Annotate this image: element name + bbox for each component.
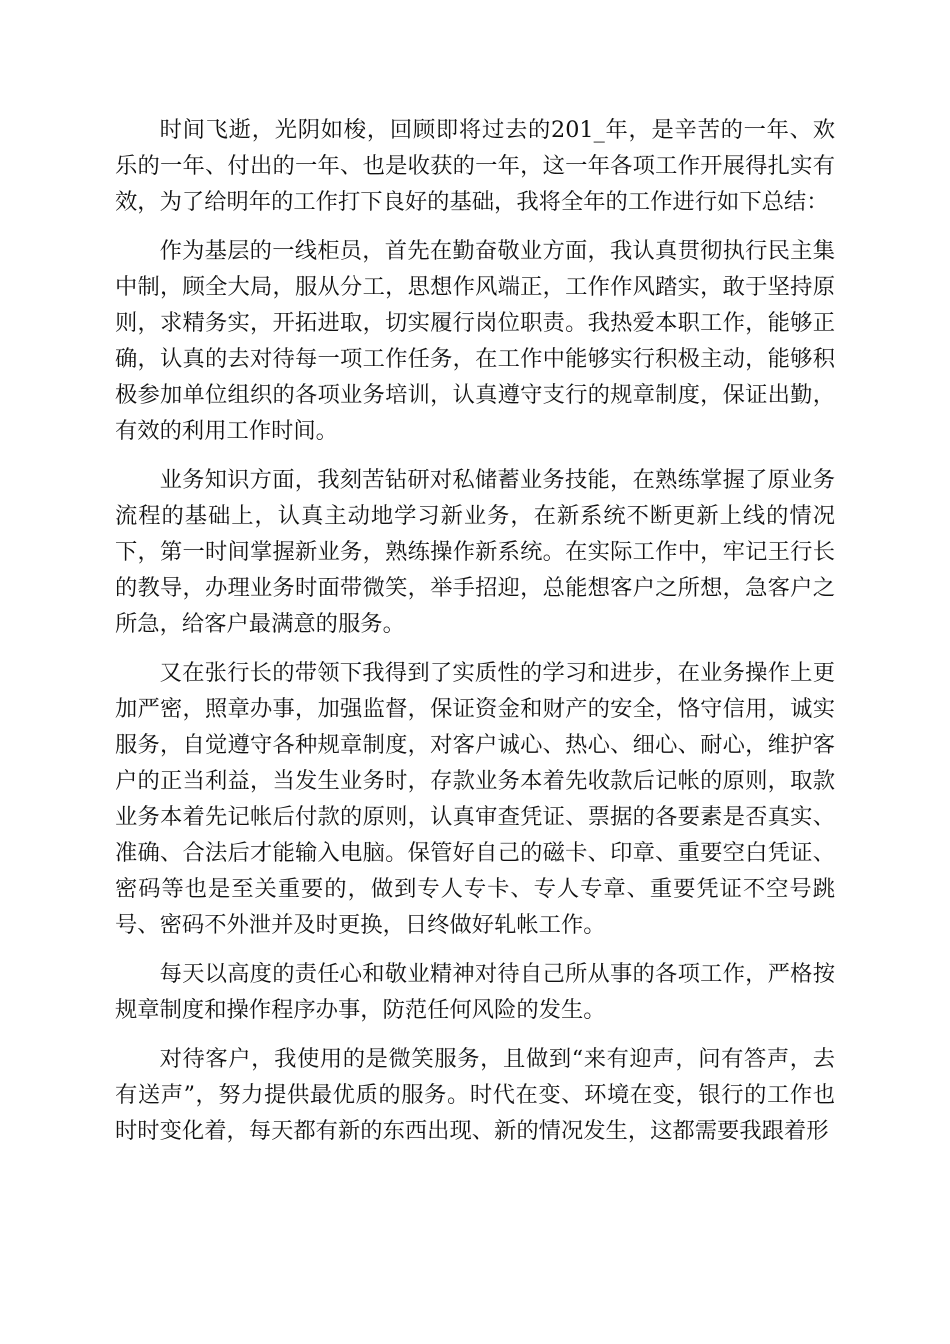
paragraph-responsibility: 每天以高度的责任心和敬业精神对待自己所从事的各项工作，严格按规章制度和操作程序办事，防范任何风险的发生。 — [115, 961, 835, 1023]
paragraph-operations: 又在张行长的带领下我得到了实质性的学习和进步，在业务操作上更加严密，照章办事，加强监督，保证资金和财产的安全，恪守信用，诚实服务，自觉遵守各种规章制度，对客户诚心、热心、细心、耐心，维护客户的正当利益，当发生业务时，存款业务本着先收款后记帐的原则，取款业务本着先记帐后付款的原则，认真审查凭证、票据的各要素是否真实、准确、合法后才能输入电脑。保管好自己的磁卡、印章、重要空白凭证、密码等也是至关重要的，做到专人专卡、专人专章、重要凭证不空号跳号、密码不外泄并及时更换，日终做好轧帐工作。 — [115, 660, 835, 938]
paragraph-intro: 时间飞逝，光阴如梭，回顾即将过去的201_年，是辛苦的一年、欢乐的一年、付出的一年、也是收获的一年，这一年各项工作开展得扎实有效，为了给明年的工作打下良好的基础，我将全年的工作进行如下总结： — [115, 117, 835, 215]
paragraph-customer-service: 对待客户，我使用的是微笑服务，且做到“来有迎声，问有答声，去有送声”，努力提供最优质的服务。时代在变、环境在变，银行的工作也时时变化着，每天都有新的东西出现、新的情况发生，这都需要我跟着形 — [115, 1046, 835, 1144]
paragraph-dedication: 作为基层的一线柜员，首先在勤奋敬业方面，我认真贯彻执行民主集中制，顾全大局，服从分工，思想作风端正，工作作风踏实，敢于坚持原则，求精务实，开拓进取，切实履行岗位职责。我热爱本职工作，能够正确，认真的去对待每一项工作任务，在工作中能够实行积极主动，能够积极参加单位组织的各项业务培训，认真遵守支行的规章制度，保证出勤，有效的利用工作时间。 — [115, 238, 835, 444]
document-body — [115, 112, 835, 1162]
paragraph-business-knowledge: 业务知识方面，我刻苦钻研对私储蓄业务技能，在熟练掌握了原业务流程的基础上，认真主动地学习新业务，在新系统不断更新上线的情况下，第一时间掌握新业务，熟练操作新系统。在实际工作中，牢记王行长的教导，办理业务时面带微笑，举手招迎，总能想客户之所想，急客户之所急，给客户最满意的服务。 — [115, 467, 835, 637]
